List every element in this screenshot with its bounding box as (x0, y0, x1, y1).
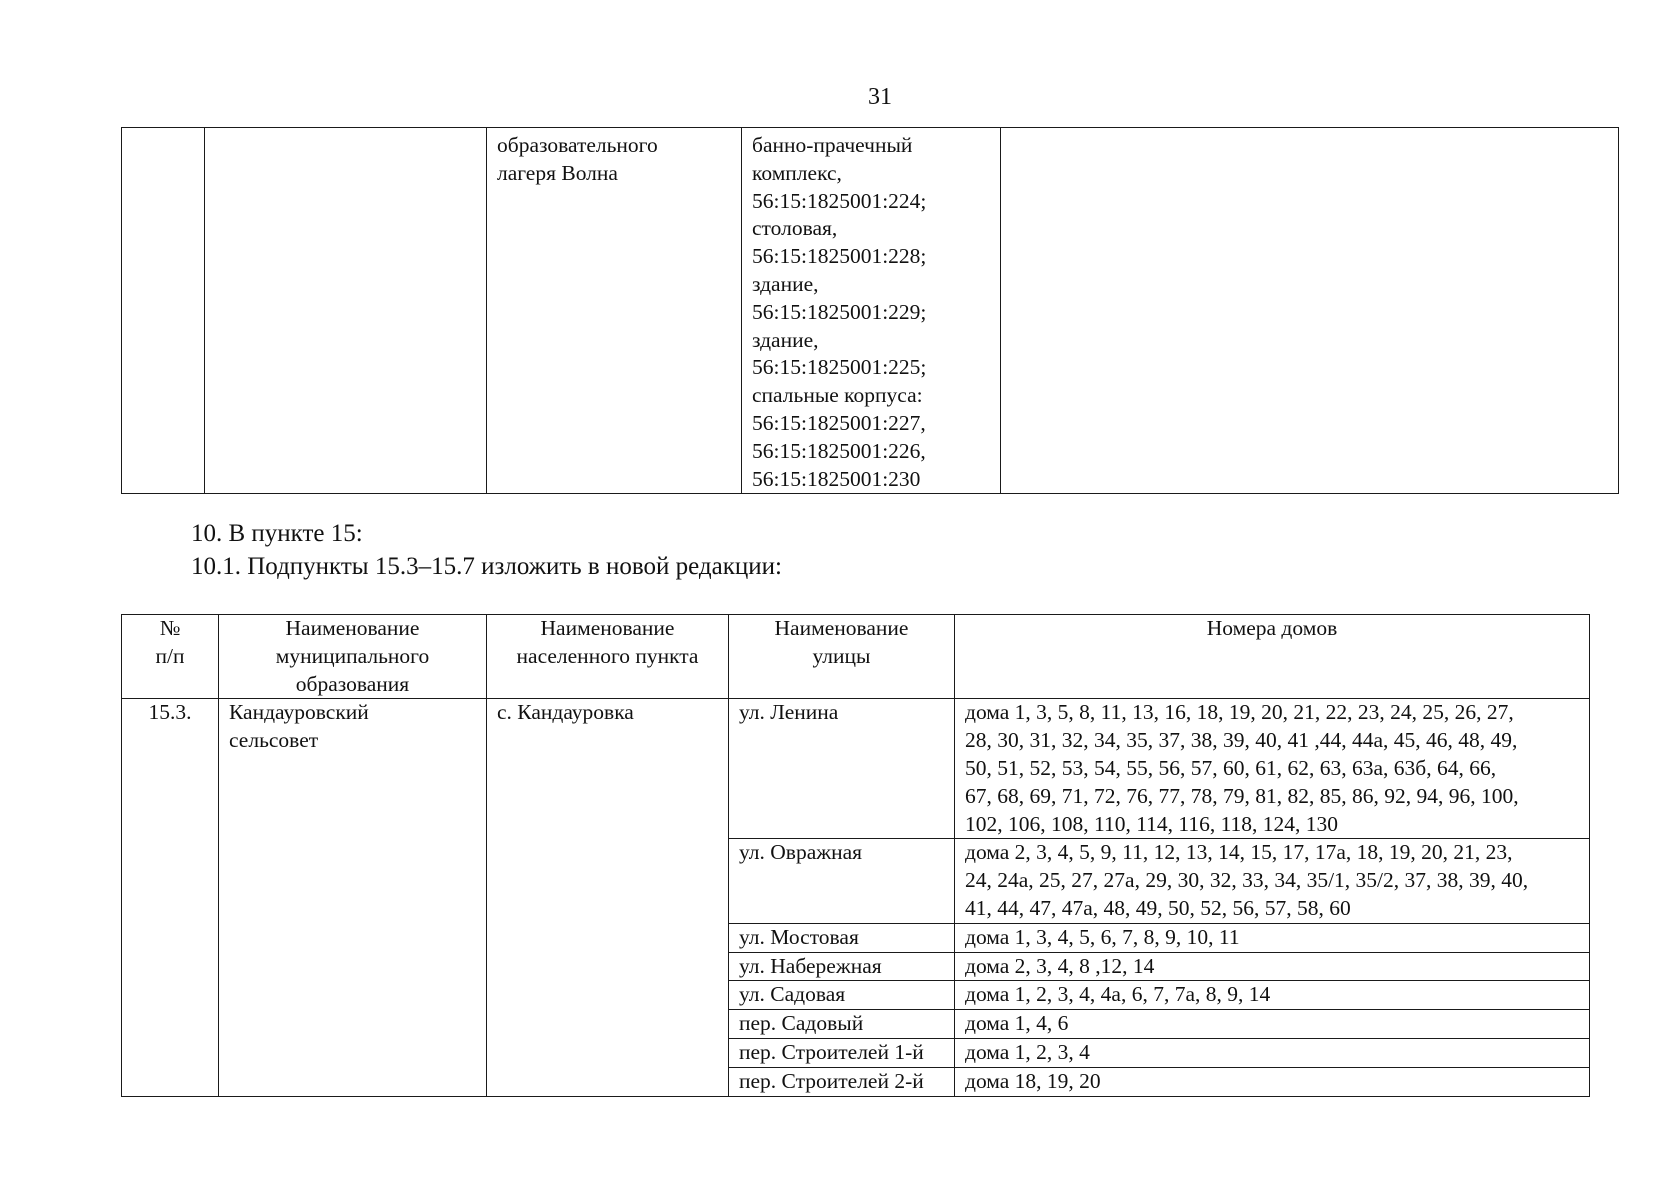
buildings-line: столовая, (752, 216, 838, 241)
instruction-item-10: 10. В пункте 15: (191, 520, 363, 547)
municipality-line: сельсовет (229, 728, 319, 753)
municipality-line: Кандауровский (229, 700, 369, 725)
header-settlement (487, 615, 729, 699)
header-num (122, 615, 219, 699)
buildings-line: здание, (752, 271, 819, 296)
house-numbers (955, 1010, 1590, 1039)
house-numbers-line: 102, 106, 108, 110, 114, 116, 118, 124, 130 (965, 811, 1339, 836)
house-numbers-line: 67, 68, 69, 71, 72, 76, 77, 78, 79, 81, 82, 85, 86, 92, 94, 96, 100, (965, 783, 1519, 808)
house-numbers-line: дома 1, 2, 3, 4, 4а, 6, 7, 7а, 8, 9, 14 (965, 982, 1271, 1007)
table-row (122, 128, 1619, 494)
house-numbers (955, 699, 1590, 839)
header-municipality-line: образования (295, 671, 410, 696)
street-name: ул. Мостовая (729, 923, 955, 952)
house-numbers (955, 839, 1590, 923)
buildings-line: банно-прачечный (752, 133, 913, 157)
header-houses (955, 615, 1590, 699)
house-numbers-line: дома 2, 3, 4, 5, 9, 11, 12, 13, 14, 15, 17, 17а, 18, 19, 20, 21, 23, (965, 840, 1513, 865)
table-header-row (122, 615, 1590, 699)
header-num-line: п/п (155, 643, 185, 668)
buildings-line: 56:15:1825001:229; (752, 299, 927, 324)
buildings-cell (742, 128, 1001, 494)
street-name: ул. Овражная (729, 839, 955, 923)
house-numbers-line: 24, 24а, 25, 27, 27а, 29, 30, 32, 33, 34, 35/1, 35/2, 37, 38, 39, 40, (965, 868, 1529, 893)
street-name: ул. Ленина (729, 699, 955, 839)
buildings-line: спальные корпуса: (752, 383, 923, 408)
buildings-line: комплекс, (752, 160, 842, 185)
house-numbers-line: 41, 44, 47, 47а, 48, 49, 50, 52, 56, 57, 58, 60 (965, 895, 1351, 920)
house-numbers-line: 28, 30, 31, 32, 34, 35, 37, 38, 39, 40, 41 ,44, 44а, 45, 46, 48, 49, (965, 728, 1518, 753)
street-name: пер. Строителей 2-й (729, 1067, 955, 1096)
num-cell (122, 128, 205, 494)
header-street-line: Наименование (774, 616, 909, 640)
entry-number: 15.3. (122, 699, 219, 1096)
header-municipality-line: муниципального (275, 643, 430, 668)
object-name-line: образовательного (497, 133, 658, 157)
page-number: 31 (868, 84, 892, 110)
street-name: ул. Садовая (729, 981, 955, 1010)
house-numbers (955, 1038, 1590, 1067)
buildings-line: 56:15:1825001:228; (752, 244, 927, 269)
header-settlement-line: населенного пункта (516, 643, 699, 668)
buildings-line: здание, (752, 327, 819, 352)
header-street (729, 615, 955, 699)
buildings-line: 56:15:1825001:224; (752, 188, 927, 213)
house-numbers (955, 952, 1590, 981)
street-name: пер. Садовый (729, 1010, 955, 1039)
house-numbers-line: дома 1, 3, 4, 5, 6, 7, 8, 9, 10, 11 (965, 924, 1240, 949)
house-numbers (955, 981, 1590, 1010)
settlement-name: с. Кандауровка (487, 699, 729, 1096)
house-numbers-line: дома 1, 3, 5, 8, 11, 13, 16, 18, 19, 20, 21, 22, 23, 24, 25, 26, 27, (965, 700, 1514, 725)
municipality-cell (205, 128, 487, 494)
house-numbers-line: 50, 51, 52, 53, 54, 55, 56, 57, 60, 61, 62, 63, 63а, 63б, 64, 66, (965, 755, 1497, 780)
buildings-line: 56:15:1825001:225; (752, 355, 927, 380)
header-houses-line: Номера домов (1206, 616, 1338, 640)
house-numbers-line: дома 2, 3, 4, 8 ,12, 14 (965, 953, 1155, 978)
table-row (122, 699, 1590, 839)
object-name-cell (487, 128, 742, 494)
house-numbers-line: дома 18, 19, 20 (965, 1068, 1101, 1093)
house-numbers (955, 1067, 1590, 1096)
continuation-table (121, 127, 1619, 494)
addresses-table (121, 614, 1590, 1097)
street-name: пер. Строителей 1-й (729, 1038, 955, 1067)
header-municipality (219, 615, 487, 699)
buildings-line: 56:15:1825001:227, (752, 410, 926, 435)
header-settlement-line: Наименование (540, 616, 675, 640)
house-numbers-line: дома 1, 4, 6 (965, 1011, 1069, 1036)
buildings-line: 56:15:1825001:230 (752, 466, 921, 491)
object-name-line: лагеря Волна (497, 160, 618, 185)
notes-cell (1001, 128, 1619, 494)
instruction-item-10-1: 10.1. Подпункты 15.3–15.7 изложить в новой редакции: (191, 553, 782, 580)
header-street-line: улицы (812, 643, 871, 668)
header-num-line: № (159, 616, 181, 640)
municipality-name (219, 699, 487, 1096)
house-numbers (955, 923, 1590, 952)
header-municipality-line: Наименование (285, 616, 420, 640)
buildings-line: 56:15:1825001:226, (752, 438, 926, 463)
house-numbers-line: дома 1, 2, 3, 4 (965, 1039, 1090, 1064)
street-name: ул. Набережная (729, 952, 955, 981)
